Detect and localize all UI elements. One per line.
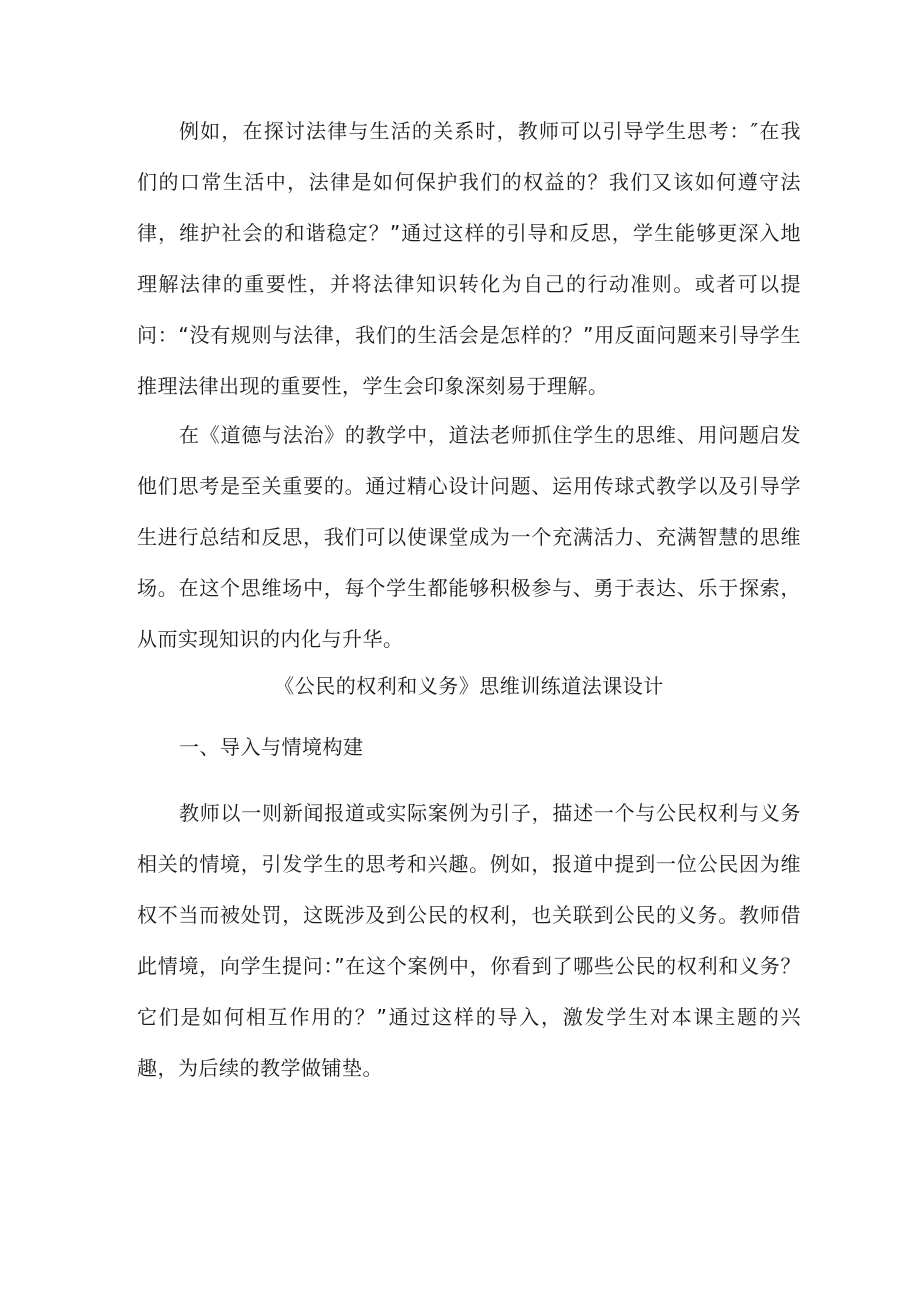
paragraph-introduction: 教师以一则新闻报道或实际案例为引子，描述一个与公民权利与义务相关的情境，引发学生的思考和兴趣。例如，报道中提到一位公民因为维权不当而被处罚，这既涉及到公民的权利，也关联到公民的义务。教师借此情境，向学生提问：”在这个案例中，你看到了哪些公民的权利和义务？它们是如何相互作用的？”通过这样的导入，激发学生对本课主题的兴趣，为后续的教学做铺垫。 [137,801,801,1080]
subheading-introduction: 一、导入与情境构建 [179,735,364,759]
paragraph-law-and-life: 例如，在探讨法律与生活的关系时，教师可以引导学生思考：″在我们的口常生活中，法律是如何保护我们的权益的？我们又该如何遵守法律，维护社会的和谐稳定？”通过这样的引导和反思，学生能够更深入地理解法律的重要性，并将法律知识转化为自己的行动准则。或者可以提问：“没有规则与法律，我们的生活会是怎样的？”用反面问题来引导学生推理法律出现的重要性，学生会印象深刻易于理解。 [137,119,801,398]
section-title: 《公民的权利和义务》思维训练道法课设计 [274,674,664,698]
paragraph-teaching-summary: 在《道德与法治》的教学中，道法老师抓住学生的思维、用问题启发他们思考是至关重要的。通过精心设计问题、运用传球式教学以及引导学生进行总结和反思，我们可以使课堂成为一个充满活力、充满智慧的思维场。在这个思维场中，每个学生都能够积极参与、勇于表达、乐于探索，从而实现知识的内化与升华。 [137,423,801,651]
